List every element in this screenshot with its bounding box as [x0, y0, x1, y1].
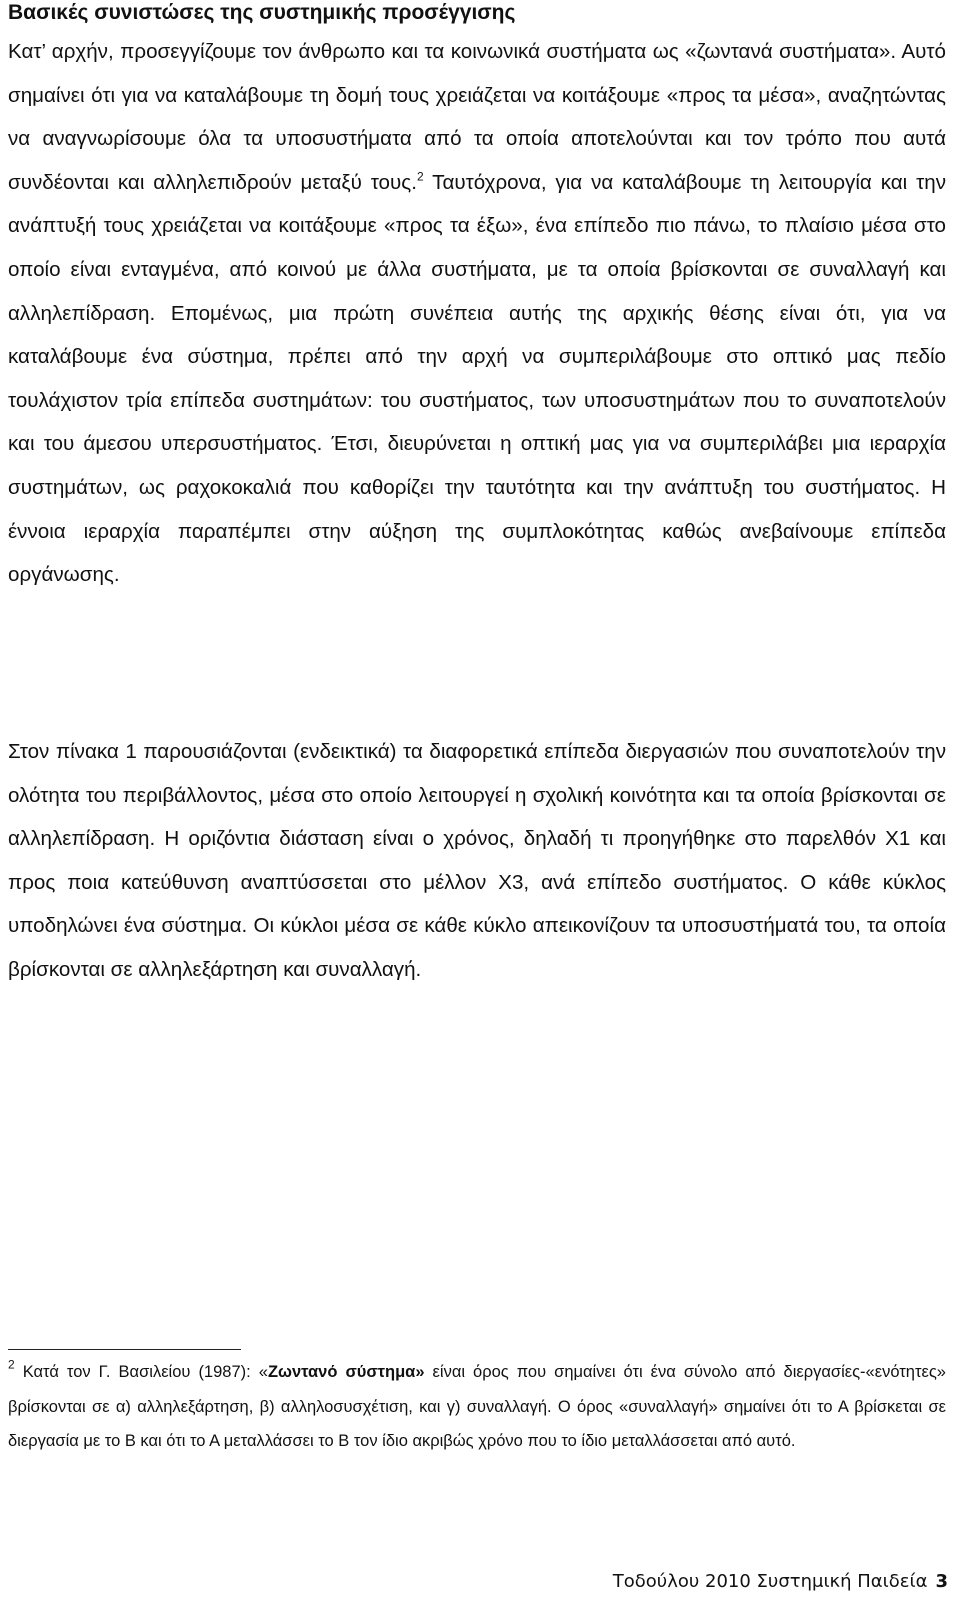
paragraph-2: Στον πίνακα 1 παρουσιάζονται (ενδεικτικά) τα διαφορετικά επίπεδα διεργασιών που συναποτελούν την ολότητα του περιβάλλοντος, μέσα στο οποίο λειτουργεί η σχολική κοινότητα και τα οποία βρίσκονται σε αλληλεπίδραση. Η οριζόντια διάσταση είναι ο χρόνος, δηλαδή τι προηγήθηκε στο παρελθόν Χ1 και προς ποια κατεύθυνση αναπτύσσεται στο μέλλον Χ3, ανά επίπεδο συστήματος. Ο κάθε κύκλος υποδηλώνει ένα σύστημα. Οι κύκλοι μέσα σε κάθε κύκλο απεικονίζουν τα υποσυστήματά του, τα οποία βρίσκονται σε αλληλεξάρτηση και συναλλαγή.: [8, 740, 946, 981]
paragraph-1-part-2: Ταυτόχρονα, για να καταλάβουμε τη λειτουργία και την ανάπτυξή τους χρειάζεται να κοιτάξουμε «προς τα έξω», ένα επίπεδο πιο πάνω, το πλαίσιο μέσα στο οποίο είναι ενταγμένα, από κοινού με άλλα συστήματα, με τα οποία βρίσκονται σε συναλλαγή και αλληλεπίδραση. Επομένως, μια πρώτη συνέπεια αυτής της αρχικής θέσης είναι ότι, για να καταλάβουμε ένα σύστημα, πρέπει από την αρχή να συμπεριλάβουμε στο οπτικό μας πεδίο τουλάχιστον τρία επίπεδα συστημάτων: του συστήματος, των υποσυστημάτων που το συναποτελούν και του άμεσου υπερσυστήματος. Έτσι, διευρύνεται η οπτική μας για να συμπεριλάβει μια ιεραρχία συστημάτων, ως ραχοκοκαλιά που καθορίζει την ταυτότητα και την ανάπτυξη του συστήματος. Η έννοια ιεραρχία παραπέμπει στην αύξηση της συμπλοκότητας καθώς ανεβαίνουμε επίπεδα οργάνωσης.: [8, 170, 947, 587]
footer-text: Τοδούλου 2010 Συστημική Παιδεία: [612, 1571, 928, 1592]
footnote-text-after: είναι όρος που σημαίνει ότι ένα σύνολο από διεργασίες-«ενότητες» βρίσκονται σε α) αλληλεξάρτηση, β) αλληλοσυσχέτιση, και γ) συναλλαγή. Ο όρος «συναλλαγή» σημαίνει ότι το Α βρίσκεται σε διεργασία με το Β και ότι το Α μεταλλάσσει το Β τον ίδιο ακριβώς χρόνο που το ίδιο μεταλλάσσεται από αυτό.: [8, 1363, 946, 1450]
footnote-separator: [8, 1349, 241, 1350]
footnote-term: Ζωντανό σύστημα: [267, 1363, 416, 1381]
page-footer: [613, 1570, 948, 1594]
paragraph-1-part-1: Κατ’ αρχήν, προσεγγίζουμε τον άνθρωπο και τα κοινωνικά συστήματα ως «ζωντανά συστήματα». Αυτό σημαίνει ότι για να καταλάβουμε τη δομή τους χρειάζεται να κοιτάξουμε «προς τα μέσα», αναζητώντας να αναγνωρίσουμε όλα τα υποσυστήματα από τα οποία αποτελούνται και τον τρόπο που αυτά συνδέονται και αλληλεπιδρούν μεταξύ τους.: [8, 40, 946, 194]
footnote-reference[interactable]: 2: [416, 169, 424, 184]
section-heading: Βασικές συνιστώσες της συστημικής προσέγγισης: [8, 1, 516, 24]
page-number: 3: [935, 1571, 948, 1592]
footnote-marker: 2: [8, 1357, 15, 1372]
footnote-text-before: Κατά τον Γ. Βασιλείου (1987): «: [14, 1363, 268, 1381]
footnote: [8, 1355, 946, 1459]
footnote-term-close: »: [415, 1363, 425, 1381]
paragraph-1: [8, 30, 946, 597]
